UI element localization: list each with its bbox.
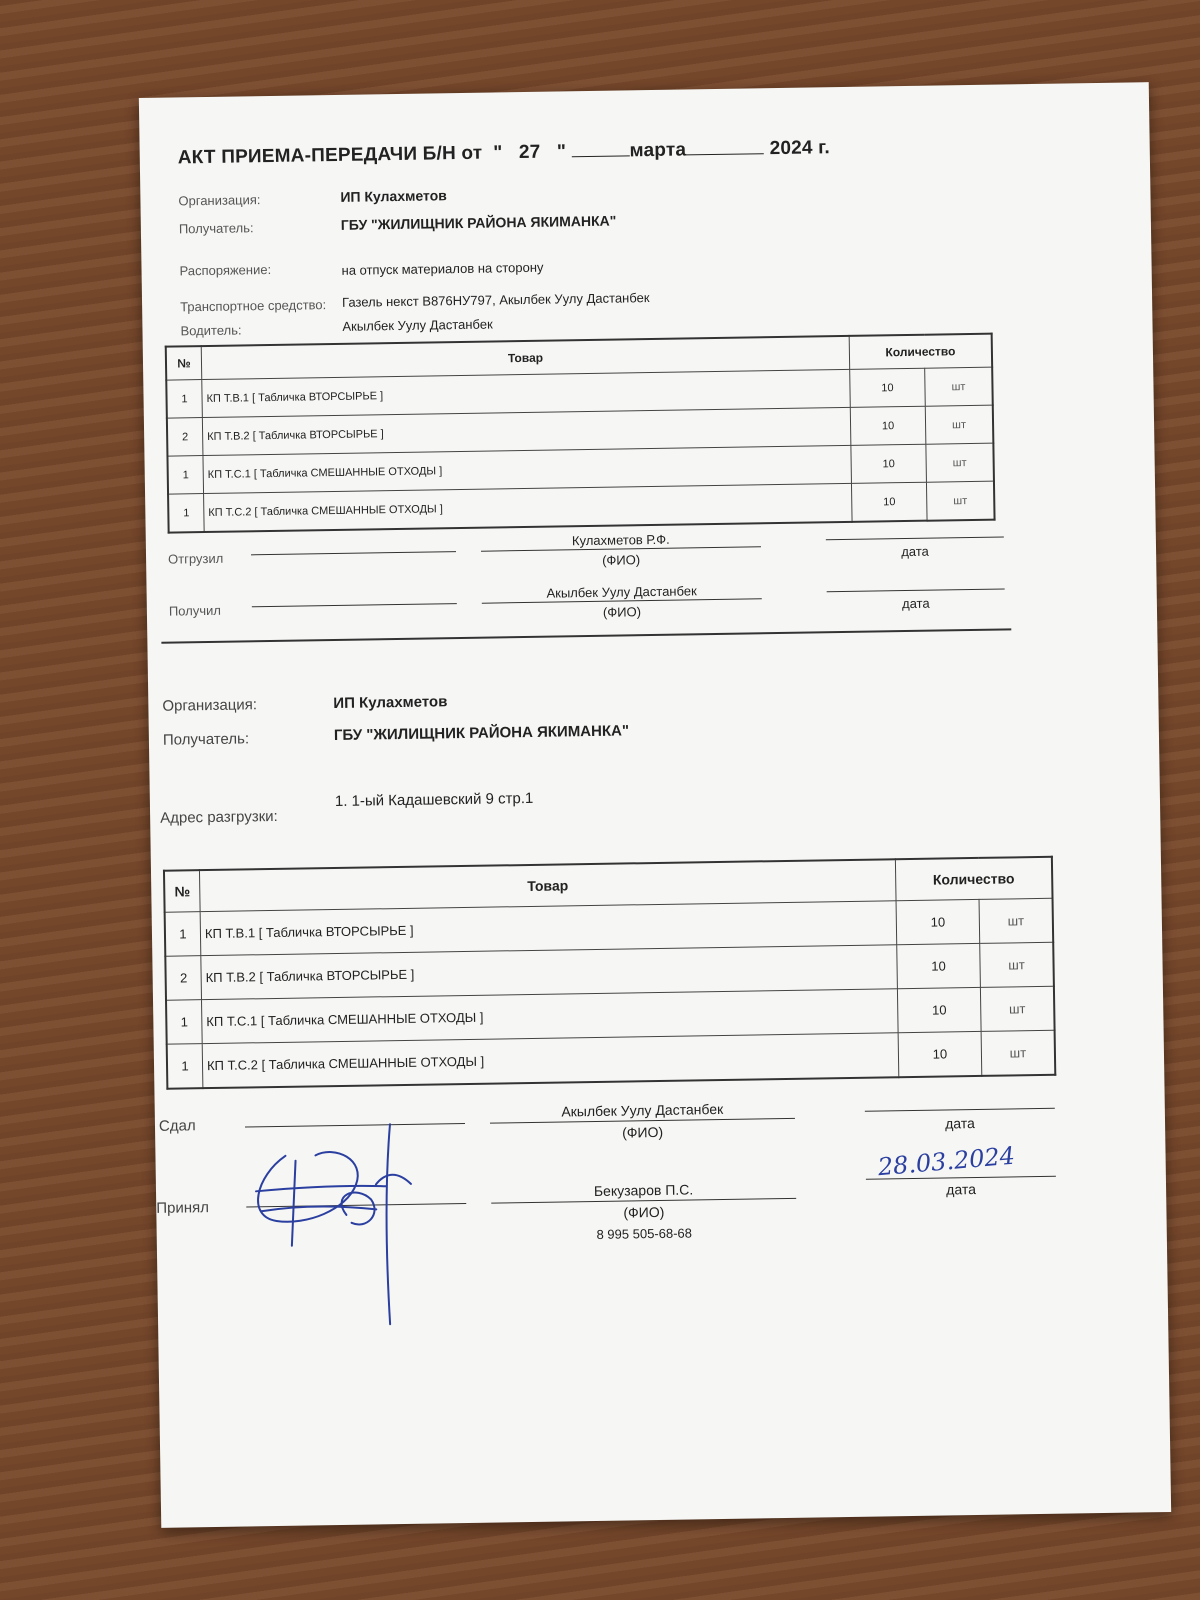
fio-caption: (ФИО) — [622, 1123, 664, 1141]
date-caption: дата — [901, 543, 929, 560]
row-item: КП Т.В.2 [ Табличка ВТОРСЫРЬЕ ] — [201, 945, 898, 1000]
handwritten-signature — [235, 1113, 498, 1337]
row-qty: 10 — [897, 943, 981, 988]
recipient-label: Получатель: — [178, 220, 254, 237]
row-item: КП Т.В.1 [ Табличка ВТОРСЫРЬЕ ] — [202, 369, 851, 417]
date-line — [827, 588, 1005, 592]
row-unit: шт — [980, 942, 1054, 987]
address-label: Адрес разгрузки: — [160, 807, 278, 827]
row-item: КП Т.С.2 [ Табличка СМЕШАННЫЕ ОТХОДЫ ] — [202, 1033, 899, 1088]
col-item-header: Товар — [201, 336, 849, 380]
org-label: Организация: — [178, 192, 261, 209]
accepted-name: Бекузаров П.С. — [593, 1181, 694, 1200]
recipient-value: ГБУ "ЖИЛИЩНИК РАЙОНА ЯКИМАНКА" — [333, 722, 630, 745]
document-sheet — [139, 82, 1171, 1528]
row-no: 1 — [167, 456, 203, 495]
col-no-header: № — [164, 870, 200, 912]
vehicle-label: Транспортное средство: — [179, 297, 327, 315]
row-unit: шт — [926, 443, 994, 482]
title-month: марта — [629, 139, 687, 162]
date-line — [826, 536, 1004, 540]
row-item: КП Т.В.1 [ Табличка ВТОРСЫРЬЕ ] — [200, 901, 897, 956]
phone-number: 8 995 505-68-68 — [596, 1225, 693, 1242]
row-no: 2 — [165, 956, 201, 1001]
col-qty-header: Количество — [849, 334, 992, 370]
row-qty: 10 — [850, 406, 926, 445]
document-title: АКТ ПРИЕМА-ПЕРЕДАЧИ Б/Н от " 27 " марта 2024 г. — [177, 137, 831, 169]
title-year: 2024 г. — [769, 137, 831, 160]
recipient-value: ГБУ "ЖИЛИЩНИК РАЙОНА ЯКИМАНКА" — [340, 212, 617, 233]
signature-line — [252, 603, 457, 607]
date-caption: дата — [945, 1115, 976, 1132]
signature-line — [251, 551, 456, 555]
date-caption: дата — [901, 595, 930, 612]
shipped-label: Отгрузил — [167, 550, 224, 567]
accepted-label: Принял — [156, 1199, 210, 1217]
row-qty: 10 — [897, 987, 981, 1032]
order-value: на отпуск материалов на сторону — [341, 259, 544, 278]
row-no: 1 — [166, 380, 202, 419]
org-label: Организация: — [162, 696, 258, 715]
row-qty: 10 — [851, 444, 927, 483]
row-item: КП Т.С.1 [ Табличка СМЕШАННЫЕ ОТХОДЫ ] — [203, 445, 852, 493]
row-unit: шт — [979, 898, 1053, 943]
recipient-label: Получатель: — [162, 730, 250, 749]
fio-caption: (ФИО) — [623, 1203, 665, 1221]
row-no: 1 — [165, 912, 201, 957]
date-caption: дата — [946, 1181, 977, 1198]
org-value: ИП Кулахметов — [340, 187, 447, 205]
driver-label: Водитель: — [180, 322, 242, 339]
handwritten-date: 28.03.2024 — [876, 1141, 1017, 1182]
received-label: Получил — [168, 602, 222, 619]
section-divider — [161, 628, 1011, 643]
col-item-header: Товар — [199, 859, 896, 911]
received-name: Акылбек Уулу Дастанбек — [546, 583, 697, 601]
col-qty-header: Количество — [895, 857, 1052, 901]
col-no-header: № — [166, 346, 202, 380]
row-no: 1 — [168, 494, 204, 533]
row-unit: шт — [925, 367, 993, 406]
row-no: 2 — [167, 418, 203, 457]
driver-value: Акылбек Уулу Дастанбек — [342, 316, 493, 334]
row-item: КП Т.В.2 [ Табличка ВТОРСЫРЬЕ ] — [202, 407, 851, 455]
row-no: 1 — [167, 1044, 203, 1089]
fio-caption: (ФИО) — [602, 604, 642, 620]
row-unit: шт — [980, 986, 1054, 1031]
row-qty: 10 — [898, 1031, 982, 1077]
handed-label: Сдал — [158, 1117, 196, 1135]
items-table-top — [165, 333, 996, 534]
org-value: ИП Кулахметов — [333, 693, 448, 713]
row-unit: шт — [981, 1030, 1055, 1076]
vehicle-value: Газель некст В876НУ797, Акылбек Уулу Дастанбек — [341, 290, 650, 310]
fio-caption: (ФИО) — [602, 552, 641, 568]
order-label: Распоряжение: — [179, 261, 272, 279]
title-day: 27 — [518, 141, 541, 164]
handed-name: Акылбек Уулу Дастанбек — [561, 1100, 724, 1120]
row-unit: шт — [925, 405, 993, 444]
row-qty: 10 — [851, 482, 927, 522]
address-value: 1. 1-ый Кадашевский 9 стр.1 — [334, 789, 534, 811]
row-item: КП Т.С.2 [ Табличка СМЕШАННЫЕ ОТХОДЫ ] — [204, 483, 853, 532]
row-no: 1 — [166, 1000, 202, 1045]
row-item: КП Т.С.1 [ Табличка СМЕШАННЫЕ ОТХОДЫ ] — [202, 989, 899, 1044]
row-qty: 10 — [896, 899, 980, 944]
items-table-bottom — [163, 856, 1056, 1090]
row-qty: 10 — [850, 368, 926, 407]
row-unit: шт — [926, 481, 994, 521]
date-line — [865, 1108, 1055, 1112]
shipped-name: Кулахметов Р.Ф. — [571, 531, 670, 549]
